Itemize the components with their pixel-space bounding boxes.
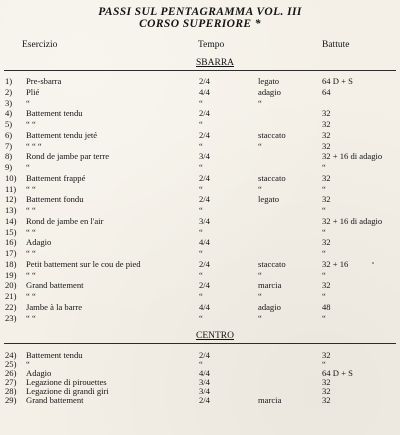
tempo-value: 2/4 (199, 108, 210, 119)
tempo-value: 4/4 (199, 86, 210, 97)
row-number: 7) (5, 140, 13, 151)
exercise-name: “ “ (26, 312, 36, 323)
battute-value: 64 D + S (322, 367, 353, 378)
table-row (0, 395, 400, 405)
document-subtitle: CORSO SUPERIORE * (139, 18, 261, 30)
battute-value: 48 (322, 301, 331, 312)
battute-value: 32 (322, 108, 331, 119)
table-row (0, 227, 400, 237)
tempo-value: “ (199, 226, 203, 237)
table-row (0, 216, 400, 226)
tempo-value: “ (199, 205, 203, 215)
document-title: PASSI SUL PENTAGRAMMA VOL. III (98, 6, 302, 18)
table-row (0, 237, 400, 247)
row-number: 14) (5, 215, 17, 226)
exercise-name: “ “ (26, 269, 36, 280)
character-value: marcia (258, 280, 282, 291)
table-row (0, 173, 400, 183)
row-number: 29) (5, 394, 17, 405)
table-row (0, 119, 400, 129)
battute-value: “ (322, 226, 326, 237)
exercise-name: Legazione di grandi giri (26, 385, 109, 396)
exercise-name: Battement tendu jeté (26, 129, 98, 140)
character-value: staccato (258, 258, 286, 269)
exercise-name: “ (26, 162, 30, 172)
row-number: 6) (5, 129, 13, 140)
table-row (0, 280, 400, 290)
row-number: 8) (5, 151, 13, 162)
row-number: 1) (5, 76, 13, 86)
battute-value: 32 + 16 di adagio (322, 215, 383, 226)
row-number: 27) (5, 376, 17, 387)
row-number: 18) (5, 258, 17, 269)
tempo-value: “ (199, 119, 203, 129)
exercise-name: “ “ (26, 248, 36, 258)
exercise-name: “ “ (26, 226, 36, 237)
table-row (0, 313, 400, 323)
header-exercise: Esercizio (22, 40, 58, 50)
row-number: 21) (5, 291, 17, 301)
tempo-value: 2/4 (199, 76, 210, 86)
table-row (0, 291, 400, 301)
battute-value: “ (322, 248, 326, 258)
battute-value: 64 D + S (322, 76, 353, 86)
battute-value: 32 (322, 280, 331, 291)
row-number: 22) (5, 301, 17, 312)
battute-value: “ (322, 358, 326, 369)
battute-value: 32 (322, 237, 331, 248)
battute-value: “ (322, 291, 326, 301)
character-value: “ (258, 291, 262, 301)
row-number: 28) (5, 385, 17, 396)
exercise-name: “ (26, 97, 30, 108)
tempo-value: 2/4 (199, 394, 210, 405)
tempo-value: 3/4 (199, 385, 210, 396)
header-tempo: Tempo (198, 40, 225, 50)
row-number: 9) (5, 162, 13, 172)
row-number: 24) (5, 350, 17, 360)
tempo-value: 3/4 (199, 376, 210, 387)
exercise-name: Battement fondu (26, 194, 84, 205)
row-number: 17) (5, 248, 17, 258)
tempo-value: 2/4 (199, 280, 210, 291)
section-title-sbarra: SBARRA (196, 58, 235, 68)
character-value: adagio (258, 301, 281, 312)
exercise-name: Legazione di pirouettes (26, 376, 107, 387)
exercise-name: “ “ (26, 205, 36, 215)
exercise-name: “ (26, 358, 30, 369)
exercise-name: Battement tendu (26, 108, 83, 119)
battute-value: “ (322, 205, 326, 215)
exercise-name: “ “ (26, 291, 36, 301)
tempo-value: “ (199, 269, 203, 280)
table-row (0, 302, 400, 312)
row-number: 20) (5, 280, 17, 291)
row-number: 5) (5, 119, 13, 129)
table-row (0, 98, 400, 108)
row-number: 4) (5, 108, 13, 119)
section-title-centro: CENTRO (196, 331, 234, 341)
tempo-value: 2/4 (199, 194, 210, 205)
table-row (0, 184, 400, 194)
tempo-value: “ (199, 183, 203, 194)
battute-value: 64 (322, 86, 331, 97)
exercise-name: “ “ “ (26, 140, 42, 151)
tempo-value: “ (199, 248, 203, 258)
table-row (0, 270, 400, 280)
character-value: “ (258, 183, 262, 194)
battute-value: 32 (322, 172, 331, 183)
character-value: marcia (258, 394, 282, 405)
exercise-name: Plié (26, 86, 40, 97)
battute-value: 32 (322, 376, 331, 387)
row-number: 26) (5, 367, 17, 378)
character-value: “ (258, 269, 262, 280)
section-divider-centro (4, 343, 396, 344)
exercise-name: Pre-sbarra (26, 76, 62, 86)
row-number: 13) (5, 205, 17, 215)
battute-value: 32 (322, 119, 331, 129)
row-number: 3) (5, 97, 13, 108)
tempo-value: “ (199, 97, 203, 108)
table-row (0, 194, 400, 204)
character-value: “ (258, 97, 262, 108)
table-row (0, 76, 400, 86)
tempo-value: 4/4 (199, 237, 210, 248)
row-number: 16) (5, 237, 17, 248)
table-row (0, 162, 400, 172)
table-row (0, 87, 400, 97)
character-value: staccato (258, 129, 286, 140)
battute-value: “ (322, 312, 326, 323)
header-battute: Battute (322, 40, 350, 50)
character-value: “ (258, 140, 262, 151)
tempo-value: “ (199, 358, 203, 369)
exercise-name: Adagio (26, 367, 52, 378)
tempo-value: “ (199, 162, 203, 172)
row-number: 19) (5, 269, 17, 280)
battute-value: 32 (322, 394, 331, 405)
battute-value: 32 (322, 194, 331, 205)
tempo-value: “ (199, 140, 203, 151)
exercise-name: Grand battement (26, 280, 84, 291)
row-number: 11) (5, 183, 17, 194)
battute-value: “ (322, 162, 326, 172)
exercise-name: “ “ (26, 183, 36, 194)
table-row (0, 108, 400, 118)
exercise-name: Rond de jambe par terre (26, 151, 110, 162)
row-number: 23) (5, 312, 17, 323)
row-number: 15) (5, 226, 17, 237)
battute-value: 32 + 16 (322, 258, 349, 269)
tempo-value: 2/4 (199, 129, 210, 140)
table-row (0, 205, 400, 215)
ink-speck (372, 262, 374, 264)
character-value: legato (258, 194, 279, 205)
battute-value: 32 + 16 di adagio (322, 151, 383, 162)
row-number: 12) (5, 194, 17, 205)
table-row (0, 259, 400, 269)
row-number: 25) (5, 358, 17, 369)
table-row (0, 130, 400, 140)
exercise-name: Adagio (26, 237, 52, 248)
character-value: “ (258, 312, 262, 323)
table-row (0, 248, 400, 258)
battute-value: 32 (322, 350, 331, 360)
tempo-value: 2/4 (199, 350, 210, 360)
exercise-name: Jambe à la barre (26, 301, 83, 312)
table-row (0, 141, 400, 151)
battute-value: 32 (322, 140, 331, 151)
tempo-value: “ (199, 291, 203, 301)
battute-value: 32 (322, 385, 331, 396)
tempo-value: 4/4 (199, 301, 210, 312)
row-number: 2) (5, 86, 13, 97)
tempo-value: 3/4 (199, 151, 210, 162)
character-value: adagio (258, 86, 281, 97)
table-row (0, 151, 400, 161)
exercise-name: Battement tendu (26, 350, 83, 360)
tempo-value: 3/4 (199, 215, 210, 226)
battute-value: 32 (322, 129, 331, 140)
character-value: legato (258, 76, 279, 86)
tempo-value: “ (199, 312, 203, 323)
exercise-name: “ “ (26, 119, 36, 129)
tempo-value: 2/4 (199, 258, 210, 269)
exercise-name: Grand battement (26, 394, 84, 405)
exercise-name: Battement frappé (26, 172, 86, 183)
tempo-value: 4/4 (199, 367, 210, 378)
row-number: 10) (5, 172, 17, 183)
section-divider-sbarra (4, 70, 396, 71)
exercise-name: Rond de jambe en l'air (26, 215, 104, 226)
battute-value: “ (322, 269, 326, 280)
tempo-value: 2/4 (199, 172, 210, 183)
character-value: staccato (258, 172, 286, 183)
battute-value: “ (322, 183, 326, 194)
exercise-name: Petit battement sur le cou de pied (26, 258, 141, 269)
